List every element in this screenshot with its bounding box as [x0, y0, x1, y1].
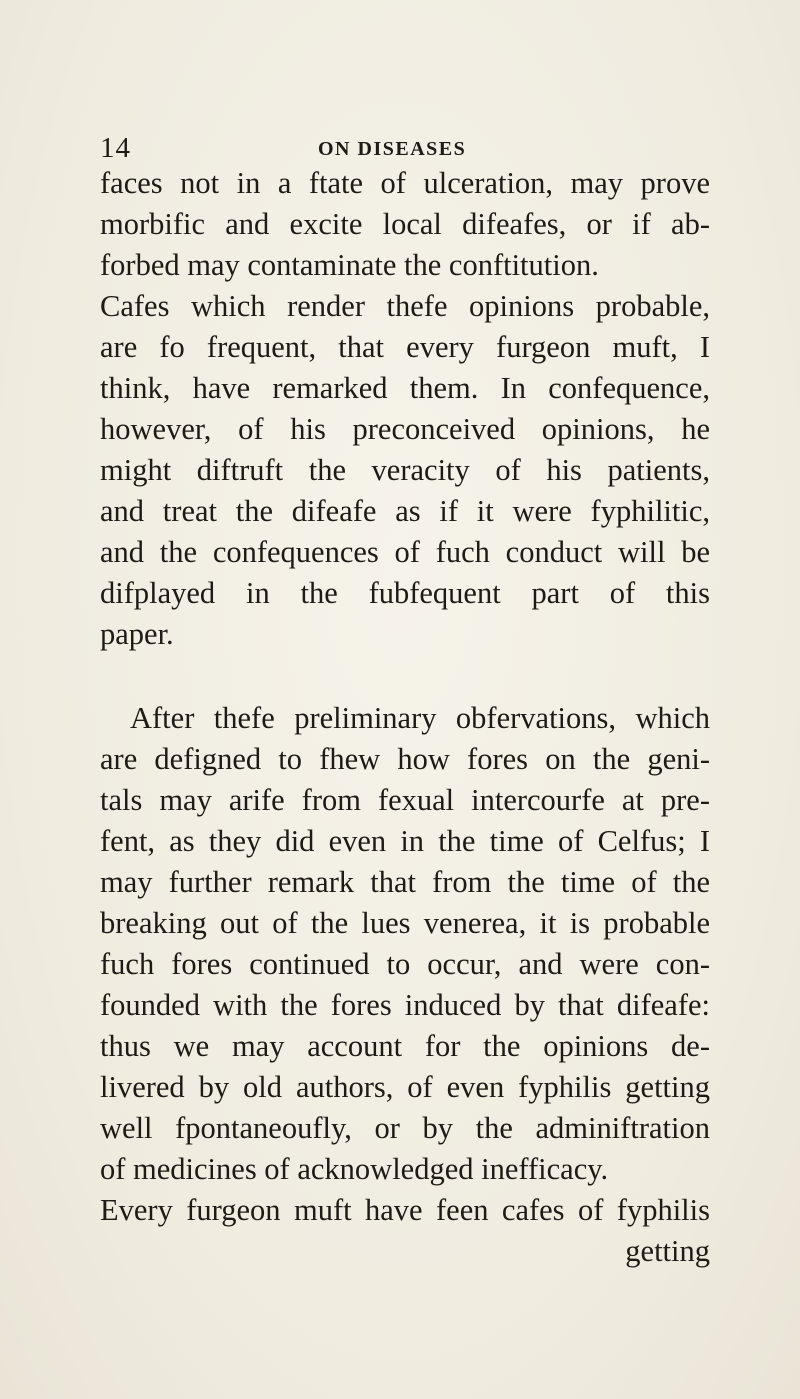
text-line: of medicines of acknowledged inefficacy.: [100, 1152, 609, 1186]
text-line: and the confequences of fuch conduct will be: [100, 535, 710, 569]
text-line: morbific and excite local difeafes, or if ab-: [100, 207, 710, 241]
catchword: getting: [625, 1234, 710, 1268]
paragraph: [100, 163, 710, 655]
text-line: and treat the difeafe as if it were fyphilitic,: [100, 494, 710, 528]
text-line: difplayed in the fubfequent part of this: [100, 576, 710, 610]
paragraph: [100, 698, 710, 1231]
page-header: [100, 132, 710, 166]
text-line: may further remark that from the time of the: [100, 865, 710, 899]
text-line: Cafes which render thefe opinions probable,: [100, 289, 710, 323]
text-line: tals may arife from fexual intercourfe at pre-: [100, 783, 710, 817]
text-line: founded with the fores induced by that difeafe:: [100, 988, 710, 1022]
text-line: thus we may account for the opinions de-: [100, 1029, 710, 1063]
page-number: 14: [100, 132, 131, 164]
text-line: After thefe preliminary obfervations, which: [130, 701, 710, 735]
text-line: livered by old authors, of even fyphilis getting: [100, 1070, 710, 1104]
text-line: faces not in a ftate of ulceration, may prove: [100, 166, 710, 200]
text-line: fuch fores continued to occur, and were con-: [100, 947, 710, 981]
text-line: are fo frequent, that every furgeon muft, I: [100, 330, 710, 364]
text-line: fent, as they did even in the time of Celfus; I: [100, 824, 710, 858]
text-line: however, of his preconceived opinions, he: [100, 412, 710, 446]
text-line: might diftruft the veracity of his patients,: [100, 453, 710, 487]
paragraph-gap: [100, 655, 710, 698]
text-line: breaking out of the lues venerea, it is probable: [100, 906, 710, 940]
text-line: forbed may contaminate the conftitution.: [100, 248, 599, 282]
text-line: Every furgeon muft have feen cafes of fyphilis: [100, 1193, 710, 1227]
running-head: ON DISEASES: [318, 138, 467, 160]
text-line: are defigned to fhew how fores on the geni-: [100, 742, 710, 776]
body-text: [100, 163, 710, 1272]
text-line: well fpontaneoufly, or by the adminiftration: [100, 1111, 710, 1145]
text-line: think, have remarked them. In confequence,: [100, 371, 710, 405]
text-line: paper.: [100, 617, 174, 651]
